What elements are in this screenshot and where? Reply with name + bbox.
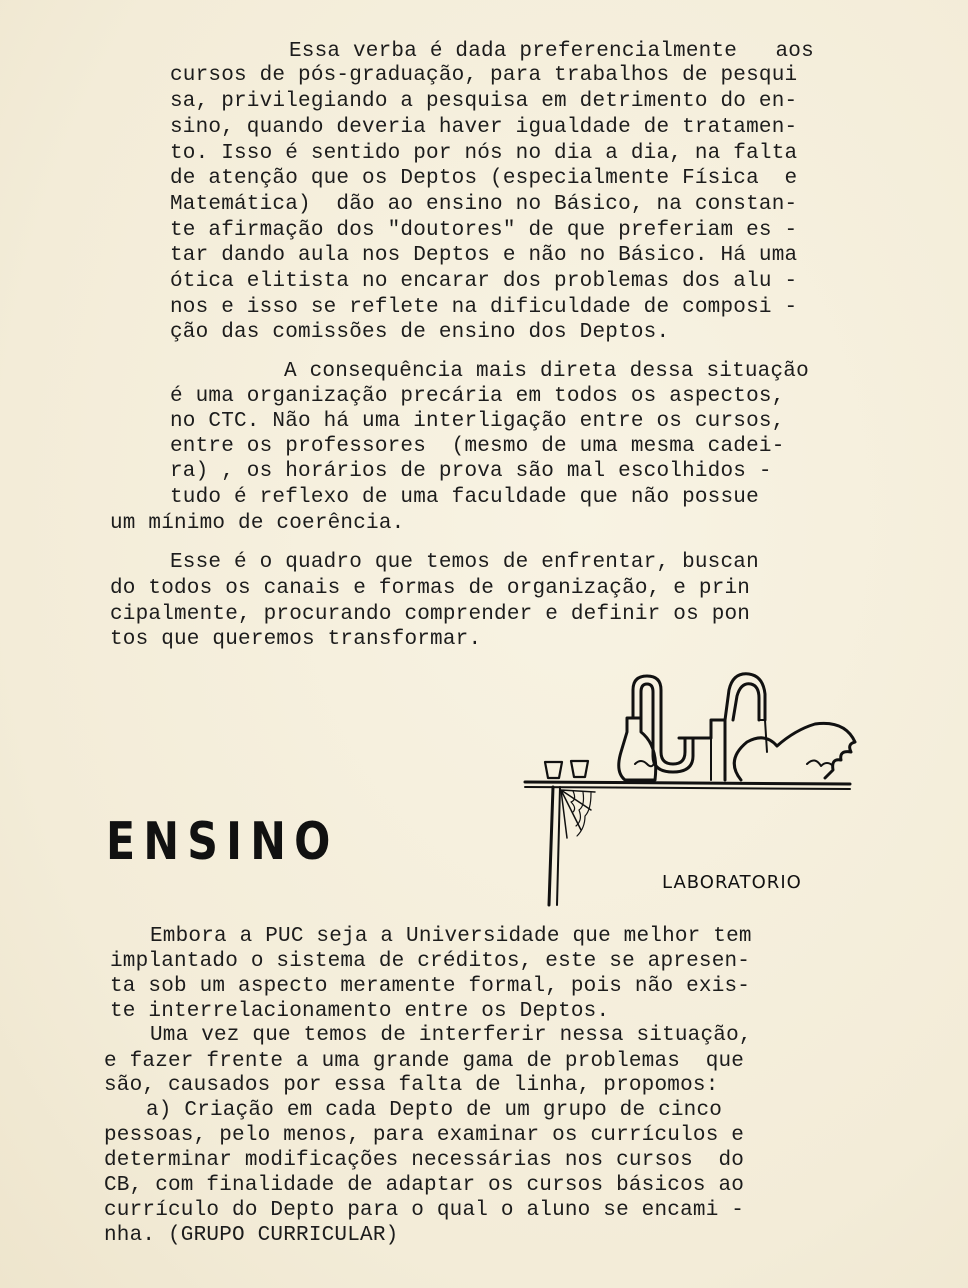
text-line: Essa verba é dada preferencialmente aos xyxy=(289,40,814,63)
section-heading: ENSINO xyxy=(106,812,339,872)
text-line: tos que queremos transformar. xyxy=(110,628,482,651)
text-line: ta sob um aspecto meramente formal, pois não exis- xyxy=(110,975,751,998)
text-line: é uma organização precária em todos os aspectos, xyxy=(170,385,785,408)
text-line: cipalmente, procurando comprender e definir os pon xyxy=(110,603,751,626)
text-line: entre os professores (mesmo de uma mesma cadei- xyxy=(170,435,785,458)
text-line: tar dando aula nos Deptos e não no Básico. Há uma xyxy=(170,244,798,267)
text-line: currículo do Depto para o qual o aluno se encami - xyxy=(104,1199,745,1222)
text-line: te afirmação dos "doutores" de que preferiam es - xyxy=(170,219,798,242)
text-line: tudo é reflexo de uma faculdade que não possue xyxy=(170,486,759,509)
text-line: sa, privilegiando a pesquisa em detrimento do en- xyxy=(170,90,798,113)
text-line: a) Criação em cada Depto de um grupo de cinco xyxy=(146,1099,723,1122)
text-line: são, causados por essa falta de linha, propomos: xyxy=(104,1074,719,1097)
text-line: ra) , os horários de prova são mal escolhidos - xyxy=(170,460,772,483)
text-line: te interrelacionamento entre os Deptos. xyxy=(110,1000,610,1023)
text-line: nos e isso se reflete na dificuldade de composi - xyxy=(170,296,798,319)
text-line: cursos de pós-graduação, para trabalhos de pesqui xyxy=(170,64,798,87)
text-line: determinar modificações necessárias nos cursos do xyxy=(104,1149,745,1172)
text-line: CB, com finalidade de adaptar os cursos básicos ao xyxy=(104,1174,745,1197)
text-line: de atenção que os Deptos (especialmente Física e xyxy=(170,167,798,190)
text-line: nha. (GRUPO CURRICULAR) xyxy=(104,1224,399,1247)
text-line: no CTC. Não há uma interligação entre os cursos, xyxy=(170,410,785,433)
text-line: Matemática) dão ao ensino no Básico, na constan- xyxy=(170,193,798,216)
illustration-caption: LABORATORIO xyxy=(662,872,802,893)
text-line: sino, quando deveria haver igualdade de tratamen- xyxy=(170,116,798,139)
text-line: um mínimo de coerência. xyxy=(110,512,405,535)
text-line: do todos os canais e formas de organização, e prin xyxy=(110,577,751,600)
text-line: implantado o sistema de créditos, este se apresen- xyxy=(110,950,751,973)
text-line: e fazer frente a uma grande gama de problemas que xyxy=(104,1050,745,1073)
text-line: ção das comissões de ensino dos Deptos. xyxy=(170,321,670,344)
text-line: pessoas, pelo menos, para examinar os currículos e xyxy=(104,1124,745,1147)
text-line: to. Isso é sentido por nós no dia a dia, na falta xyxy=(170,142,798,165)
text-line: A consequência mais direta dessa situação xyxy=(284,360,809,383)
text-line: ótica elitista no encarar dos problemas dos alu - xyxy=(170,270,798,293)
text-line: Embora a PUC seja a Universidade que melhor tem xyxy=(150,925,752,948)
text-line: Uma vez que temos de interferir nessa situação, xyxy=(150,1024,752,1047)
text-line: Esse é o quadro que temos de enfrentar, buscan xyxy=(170,551,759,574)
